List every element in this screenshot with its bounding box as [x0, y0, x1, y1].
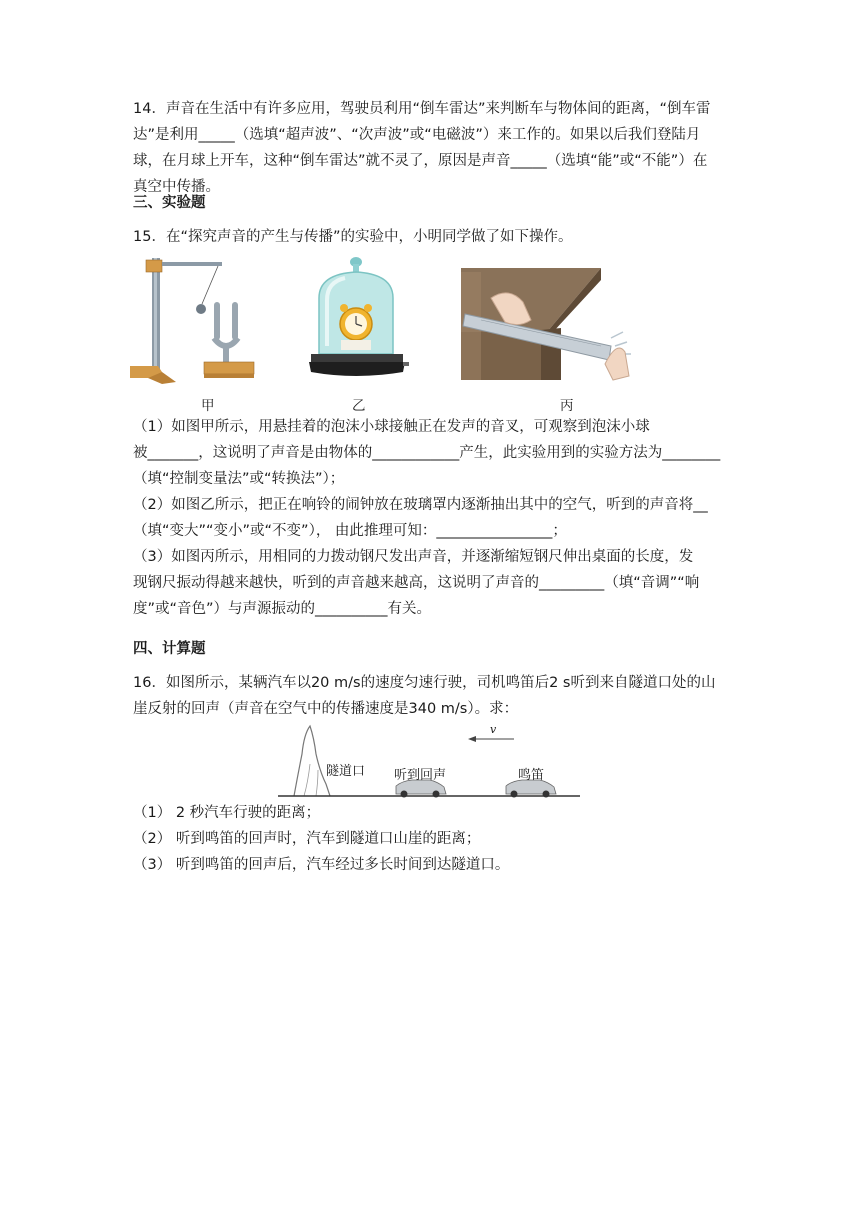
q14-line-3: 球，在月球上开车，这种“倒车雷达”就不灵了，原因是声音_____（选填“能”或“不能”）在: [133, 153, 708, 169]
figure-bing-steel-ruler: [461, 268, 633, 382]
honk-label: 鸣笛: [518, 768, 545, 783]
q15-sub2-line-1: （2）如图乙所示，把正在响铃的闹钟放在玻璃罩内逐渐抽出其中的空气，听到的声音将__: [133, 497, 708, 513]
q16-line-2: 崖反射的回声（声音在空气中的传播速度是340 m/s）。求：: [133, 701, 519, 717]
q15-sub1-line-2: 被_______，这说明了声音是由物体的____________产生，此实验用到的实验方法为________: [133, 445, 721, 461]
caption-bing: 丙: [560, 398, 574, 414]
section-3-heading: 三、实验题: [133, 195, 206, 211]
q15-sub1-line-3: （填“控制变量法”或“转换法”）；: [133, 471, 345, 487]
q15-sub1-line-1: （1）如图甲所示，用悬挂着的泡沫小球接触正在发声的音叉，可观察到泡沫小球: [133, 419, 650, 435]
q14-line-4: 真空中传播。: [133, 179, 220, 195]
tunnel-entrance-label: 隧道口: [326, 764, 366, 779]
figure-jia-tuning-fork: [128, 254, 268, 386]
q15-sub3-line-1: （3）如图丙所示，用相同的力拨动钢尺发出声音，并逐渐缩短钢尺伸出桌面的长度，发: [133, 549, 694, 565]
q16-sub-3: （3） 听到鸣笛的回声后，汽车经过多长时间到达隧道口。: [133, 857, 510, 873]
caption-yi: 乙: [352, 398, 366, 414]
q15-sub3-line-2: 现钢尺振动得越来越快，听到的声音越来越高，这说明了声音的_________（填“音调”“响: [133, 575, 700, 591]
q15-stem: 15．在“探究声音的产生与传播”的实验中，小明同学做了如下操作。: [133, 229, 573, 245]
q16-figure: [278, 724, 582, 800]
caption-jia: 甲: [201, 398, 215, 414]
q16-figure-drawing: [278, 724, 582, 800]
velocity-label: v: [490, 723, 497, 736]
section-4-heading: 四、计算题: [133, 641, 206, 657]
q14-line-1: 14．声音在生活中有许多应用，驾驶员利用“倒车雷达”来判断车与物体间的距离，“倒车雷: [133, 101, 711, 117]
q16-sub-2: （2） 听到鸣笛的回声时，汽车到隧道口山崖的距离；: [133, 831, 481, 847]
q16-sub-1: （1） 2 秒汽车行驶的距离；: [133, 805, 321, 821]
q16-line-1: 16．如图所示，某辆汽车以20 m/s的速度匀速行驶，司机鸣笛后2 s听到来自隧道口处的山: [133, 675, 716, 691]
figure-yi-bell-jar: [305, 254, 411, 388]
heard-echo-label: 听到回声: [394, 768, 447, 783]
q15-sub3-line-3: 度”或“音色”）与声源振动的__________有关。: [133, 601, 432, 617]
q14-line-2: 达”是利用_____（选填“超声波”、“次声波”或“电磁波”）来工作的。如果以后我们登陆月: [133, 127, 701, 143]
q15-sub2-line-2: （填“变大”“变小”或“不变”）， 由此推理可知：________________；: [133, 523, 567, 539]
